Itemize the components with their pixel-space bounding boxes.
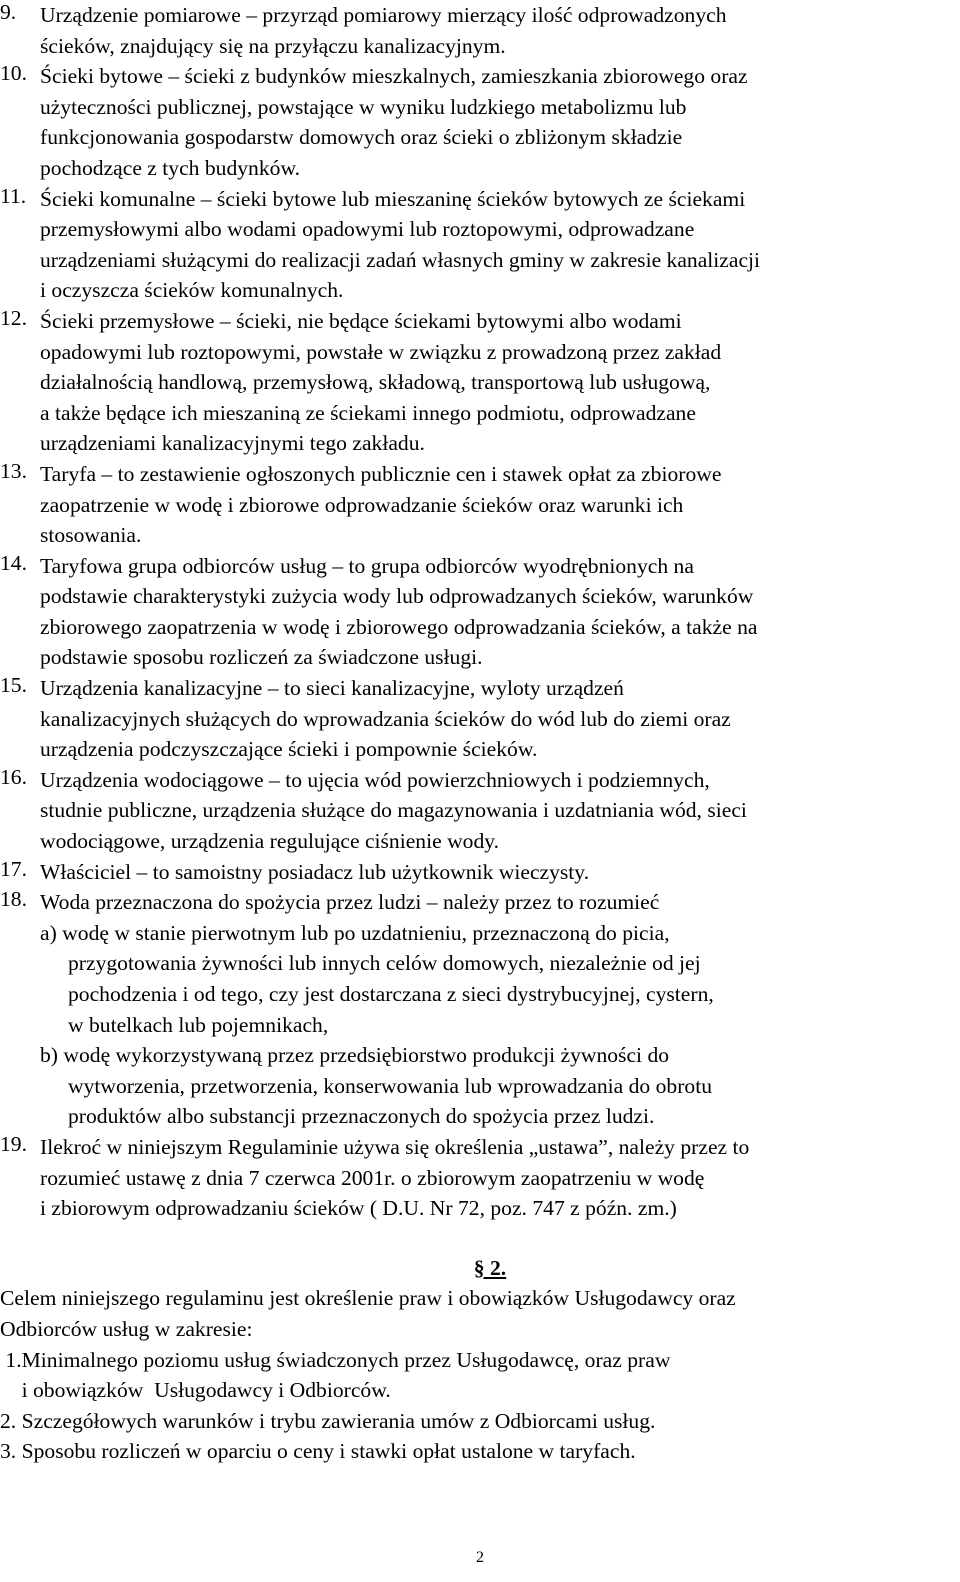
item-number: 12. (0, 305, 27, 330)
item-text-line: Ścieki bytowe – ścieki z budynków mieszkalnych, zamieszkania zbiorowego oraz (40, 64, 748, 89)
sub-item-line: wytworzenia, przetworzenia, konserwowania lub wprowadzania do obrotu (68, 1073, 712, 1098)
item-number: 9. (0, 0, 17, 24)
definition-item (0, 765, 960, 857)
item-text-line: kanalizacyjnych służących do wprowadzania ścieków do wód lub do ziemi oraz (40, 706, 731, 731)
section-heading (0, 1253, 960, 1284)
scope-list (0, 1345, 960, 1467)
sub-item (40, 1040, 960, 1132)
item-number: 16. (0, 764, 27, 789)
sub-item-line: produktów albo substancji przeznaczonych do spożycia przez ludzi. (68, 1104, 655, 1129)
item-number: 19. (0, 1131, 27, 1156)
item-text-line: działalnością handlową, przemysłową, składową, transportową lub usługową, (40, 370, 711, 395)
definition-item (0, 61, 960, 183)
section-title-text: § 2. (473, 1255, 507, 1280)
section-intro (0, 1283, 960, 1344)
item-text-line: Ścieki przemysłowe – ścieki, nie będące ściekami bytowymi albo wodami (40, 308, 682, 333)
item-text-line: ścieków, znajdujący się na przyłączu kanalizacyjnym. (40, 33, 506, 58)
definition-item (0, 551, 960, 673)
definition-item (0, 1132, 960, 1224)
item-text-line: stosowania. (40, 523, 142, 548)
item-text-line: rozumieć ustawę z dnia 7 czerwca 2001r. o zbiorowym zaopatrzeniu w wodę (40, 1165, 705, 1190)
page-number: 2 (476, 1549, 484, 1566)
scope-line: i obowiązków Usługodawcy i Odbiorców. (0, 1378, 391, 1403)
definition-item (0, 857, 960, 888)
item-text-line: zaopatrzenie w wodę i zbiorowe odprowadzanie ścieków oraz warunki ich (40, 492, 684, 517)
scope-line: 2. Szczegółowych warunków i trybu zawierania umów z Odbiorcami usług. (0, 1408, 656, 1433)
item-number: 14. (0, 550, 27, 575)
item-text-line: studnie publiczne, urządzenia służące do magazynowania i uzdatniania wód, sieci (40, 798, 747, 823)
item-text-line: Właściciel – to samoistny posiadacz lub użytkownik wieczysty. (40, 859, 590, 884)
item-text-line: pochodzące z tych budynków. (40, 155, 301, 180)
item-text-line: Urządzenia kanalizacyjne – to sieci kanalizacyjne, wyloty urządzeń (40, 676, 624, 701)
intro-line: Odbiorców usług w zakresie: (0, 1316, 253, 1341)
item-text-line: Taryfowa grupa odbiorców usług – to grupa odbiorców wyodrębnionych na (40, 553, 694, 578)
sub-item-line: pochodzenia i od tego, czy jest dostarczana z sieci dystrybucyjnej, cystern, (68, 982, 714, 1006)
item-text-line: podstawie charakterystyki zużycia wody lub odprowadzanych ścieków, warunków (40, 584, 754, 609)
definition-item (0, 184, 960, 306)
sub-item-line: a) wodę w stanie pierwotnym lub po uzdatnieniu, przeznaczoną do picia, (40, 920, 670, 945)
sub-item-line: b) wodę wykorzystywaną przez przedsiębiorstwo produkcji żywności do (40, 1043, 670, 1068)
item-text-line: urządzenia podczyszczające ścieki i pompownie ścieków. (40, 737, 538, 762)
item-text-line: Urządzenia wodociągowe – to ujęcia wód powierzchniowych i podziemnych, (40, 767, 710, 792)
intro-line: Celem niniejszego regulaminu jest określenie praw i obowiązków Usługodawcy oraz (0, 1286, 736, 1311)
item-text-line: zbiorowego zaopatrzenia w wodę i zbiorowego odprowadzania ścieków, a także na (40, 614, 758, 639)
item-text-line: funkcjonowania gospodarstw domowych oraz ścieki o zbliżonym składzie (40, 125, 683, 150)
item-number: 13. (0, 458, 27, 483)
item-text-line: a także będące ich mieszaniną ze ściekami innego podmiotu, odprowadzane (40, 400, 696, 425)
definition-item (0, 673, 960, 765)
definition-item (0, 0, 960, 61)
sub-item-line: przygotowania żywności lub innych celów domowych, niezależnie od jej (68, 951, 701, 976)
item-text-line: i oczyszcza ścieków komunalnych. (40, 278, 344, 303)
item-text-line: urządzeniami kanalizacyjnymi tego zakładu. (40, 431, 425, 456)
item-text-line: i zbiorowym odprowadzaniu ścieków ( D.U. Nr 72, poz. 747 z późn. zm.) (40, 1196, 677, 1221)
scope-list-item (0, 1436, 960, 1467)
item-text-line: Urządzenie pomiarowe – przyrząd pomiarowy mierzący ilość odprowadzonych (40, 3, 727, 27)
item-text-line: wodociągowe, urządzenia regulujące ciśnienie wody. (40, 829, 500, 854)
item-text-line: Ilekroć w niniejszym Regulaminie używa się określenia „ustawa”, należy przez to (40, 1134, 750, 1159)
scope-list-item (0, 1406, 960, 1437)
definition-item (0, 459, 960, 551)
item-number: 18. (0, 887, 27, 912)
item-text-line: opadowymi lub roztopowymi, powstałe w związku z prowadzoną przez zakład (40, 339, 722, 364)
item-text-line: podstawie sposobu rozliczeń za świadczone usługi. (40, 645, 483, 670)
scope-line: 3. Sposobu rozliczeń w oparciu o ceny i stawki opłat ustalone w taryfach. (0, 1439, 636, 1464)
item-number: 11. (0, 183, 27, 208)
item-text-line: Ścieki komunalne – ścieki bytowe lub mieszaninę ścieków bytowych ze ściekami (40, 186, 746, 211)
item-text-line: Taryfa – to zestawienie ogłoszonych publicznie cen i stawek opłat za zbiorowe (40, 461, 722, 486)
sub-item-line: w butelkach lub pojemnikach, (68, 1012, 329, 1037)
scope-line: 1.Minimalnego poziomu usług świadczonych przez Usługodawcę, oraz praw (0, 1347, 671, 1372)
item-text-line: urządzeniami służącymi do realizacji zadań własnych gminy w zakresie kanalizacji (40, 247, 761, 272)
item-text-line: użyteczności publicznej, powstające w wyniku ludzkiego metabolizmu lub (40, 94, 687, 119)
item-number: 10. (0, 61, 27, 86)
scope-list-item (0, 1345, 960, 1406)
item-text-line: przemysłowymi albo wodami opadowymi lub roztopowymi, odprowadzane (40, 217, 695, 242)
item-number: 17. (0, 856, 27, 881)
definition-item (0, 887, 960, 1132)
item-number: 15. (0, 673, 27, 698)
sub-item (40, 918, 960, 1040)
item-text-line: Woda przeznaczona do spożycia przez ludzi – należy przez to rozumieć (40, 890, 660, 915)
definition-item (0, 306, 960, 459)
